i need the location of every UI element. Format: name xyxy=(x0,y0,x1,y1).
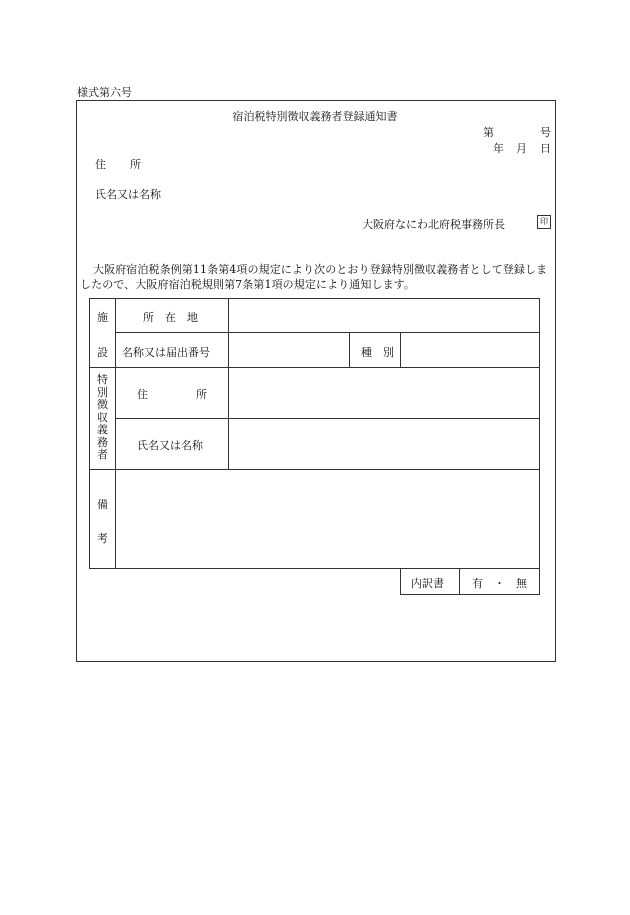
number-prefix: 第 xyxy=(483,126,494,139)
seal-mark: 印 xyxy=(537,215,551,229)
name-or-number-label: 名称又は届出番号 xyxy=(122,346,210,359)
notice-body-text: 大阪府宿泊税条例第11条第4項の規定により次のとおり登録特別徴収義務者として登録しましたので、大阪府宿泊税規則第7条第1項の規定により通知します。 xyxy=(80,263,548,291)
collector-address-label-2: 所 xyxy=(196,388,207,401)
collector-name-label: 氏名又は名称 xyxy=(137,439,203,452)
date-day-label: 日 xyxy=(540,142,551,155)
facility-label-char-2: 設 xyxy=(97,346,108,359)
date-month-label: 月 xyxy=(516,142,527,155)
date-year-label: 年 xyxy=(493,142,504,155)
facility-label-char-1: 施 xyxy=(97,311,108,324)
document-title: 宿泊税特別徴収義務者登録通知書 xyxy=(232,110,398,123)
recipient-address-label-1: 住 xyxy=(95,158,106,171)
remarks-label-char-2: 考 xyxy=(97,532,108,545)
number-suffix: 号 xyxy=(540,126,551,139)
breakdown-label: 内訳書 xyxy=(411,577,444,590)
recipient-name-label: 氏名又は名称 xyxy=(95,188,161,201)
collector-address-label-1: 住 xyxy=(137,388,148,401)
form-number-label: 様式第六号 xyxy=(77,86,132,99)
issuer-name: 大阪府なにわ北府税事務所長 xyxy=(362,218,505,231)
collector-label-vertical: 特 別 徴 収 義 務 者 xyxy=(97,373,108,461)
recipient-address-label-2: 所 xyxy=(130,158,141,171)
breakdown-value: 有 ・ 無 xyxy=(472,577,527,590)
remarks-label-char-1: 備 xyxy=(97,498,108,511)
type-label: 種 別 xyxy=(361,346,394,359)
location-label: 所 在 地 xyxy=(143,311,198,324)
